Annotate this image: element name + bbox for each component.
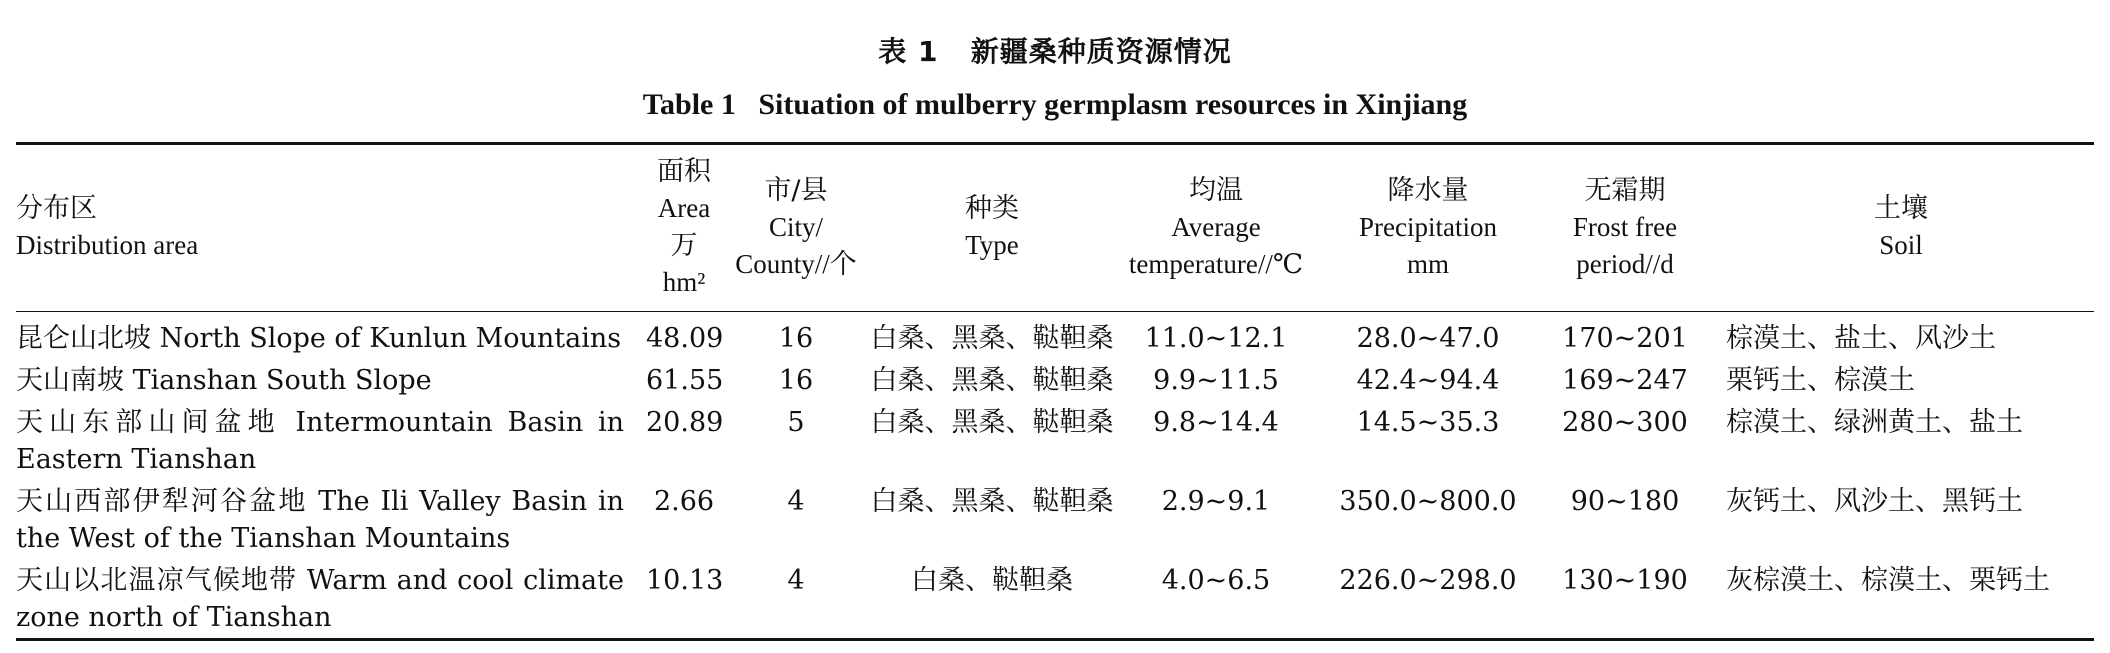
cell-precipitation: 226.0~298.0 — [1339, 565, 1517, 596]
cell-soil: 棕漠土、绿洲黄土、盐土 — [1726, 407, 2023, 438]
header-precipitation — [1314, 144, 1542, 312]
cell-temperature: 11.0~12.1 — [1144, 323, 1288, 354]
germplasm-table — [16, 142, 2094, 641]
cell-distribution-area: 天山东部山间盆地 Intermountain Basin in Eastern Tianshan — [16, 407, 624, 475]
header-type — [866, 144, 1118, 312]
header-distribution-area — [16, 144, 642, 312]
header-frost-free-period — [1542, 144, 1708, 312]
header-soil-en: Soil — [1879, 230, 1923, 260]
header-size-en: Area — [657, 193, 711, 223]
cell-distribution-area: 天山西部伊犁河谷盆地 The Ili Valley Basin in the West of the Tianshan Mountains — [16, 486, 625, 554]
cell-precipitation: 14.5~35.3 — [1356, 407, 1500, 438]
cell-precipitation: 350.0~800.0 — [1339, 486, 1517, 517]
header-average-temperature — [1118, 144, 1314, 312]
header-type-en: Type — [965, 230, 1019, 260]
cell-city-count: 16 — [778, 323, 814, 354]
cell-type: 白桑、黑桑、鞑靼桑 — [870, 323, 1114, 354]
header-temp-en1: Average — [1171, 211, 1261, 242]
header-city-en1: City/ — [768, 211, 823, 242]
cell-frost-free: 90~180 — [1570, 486, 1680, 517]
header-size-unit: 万 hm² — [662, 230, 706, 297]
cell-frost-free: 170~201 — [1562, 323, 1688, 354]
cell-temperature: 9.9~11.5 — [1153, 365, 1279, 396]
header-frost-en1: Frost free — [1572, 211, 1678, 242]
cell-area-size: 20.89 — [646, 407, 724, 438]
header-precip-cn: 降水量 — [1387, 174, 1469, 206]
cell-frost-free: 280~300 — [1562, 407, 1688, 438]
cell-type: 白桑、黑桑、鞑靼桑 — [870, 407, 1114, 438]
header-precip-en1: Precipitation — [1359, 211, 1497, 242]
cell-city-count: 5 — [787, 407, 805, 438]
header-type-cn: 种类 — [965, 193, 1019, 224]
header-temp-cn: 均温 — [1189, 174, 1243, 206]
cell-temperature: 9.8~14.4 — [1153, 407, 1279, 438]
cell-frost-free: 169~247 — [1562, 365, 1688, 396]
cell-distribution-area: 天山以北温凉气候地带 Warm and cool climate zone north of Tianshan — [16, 565, 624, 633]
cell-precipitation: 42.4~94.4 — [1356, 365, 1500, 396]
table-title-english: Table 1 Situation of mulberry germplasm resources in Xinjiang — [642, 88, 1468, 121]
header-temp-en2: temperature//℃ — [1128, 248, 1304, 279]
header-area-en: Distribution area — [16, 230, 199, 260]
header-soil-cn: 土壤 — [1874, 193, 1928, 224]
table-title-chinese: 表 1 新疆桑种质资源情况 — [878, 35, 1232, 68]
header-area-size — [642, 144, 726, 312]
header-size-cn: 面积 — [657, 156, 711, 187]
cell-soil: 棕漠土、盐土、风沙土 — [1726, 323, 1996, 354]
table-body — [16, 312, 2094, 640]
header-frost-en2: period//d — [1576, 248, 1674, 279]
cell-city-count: 16 — [778, 365, 814, 396]
table-row — [16, 401, 2094, 480]
cell-type: 白桑、黑桑、鞑靼桑 — [870, 486, 1114, 517]
header-area-cn: 分布区 — [16, 193, 97, 224]
header-city-en2: County//个 — [735, 248, 857, 279]
table-row — [16, 480, 2094, 559]
cell-soil: 灰棕漠土、棕漠土、栗钙土 — [1726, 565, 2050, 596]
cell-city-count: 4 — [787, 486, 805, 517]
cell-area-size: 2.66 — [653, 486, 715, 517]
header-frost-cn: 无霜期 — [1584, 174, 1666, 206]
cell-distribution-area: 天山南坡 Tianshan South Slope — [16, 365, 432, 396]
table-row — [16, 312, 2094, 360]
header-precip-en2: mm — [1406, 248, 1449, 279]
cell-temperature: 4.0~6.5 — [1161, 565, 1271, 596]
cell-frost-free: 130~190 — [1562, 565, 1688, 596]
cell-precipitation: 28.0~47.0 — [1356, 323, 1500, 354]
cell-distribution-area: 昆仑山北坡 North Slope of Kunlun Mountains — [16, 323, 622, 354]
table-header — [16, 144, 2094, 312]
header-city-county — [726, 144, 866, 312]
table-row — [16, 559, 2094, 640]
cell-temperature: 2.9~9.1 — [1161, 486, 1271, 517]
cell-area-size: 61.55 — [646, 365, 724, 396]
cell-type: 白桑、鞑靼桑 — [911, 565, 1073, 596]
cell-city-count: 4 — [787, 565, 805, 596]
table-row — [16, 359, 2094, 401]
header-city-cn: 市/县 — [764, 174, 828, 206]
cell-soil: 栗钙土、棕漠土 — [1726, 365, 1915, 396]
header-soil — [1708, 144, 2094, 312]
cell-soil: 灰钙土、风沙土、黑钙土 — [1726, 486, 2023, 517]
cell-area-size: 48.09 — [646, 323, 724, 354]
header-row — [16, 144, 2094, 312]
cell-area-size: 10.13 — [646, 565, 724, 596]
cell-type: 白桑、黑桑、鞑靼桑 — [870, 365, 1114, 396]
